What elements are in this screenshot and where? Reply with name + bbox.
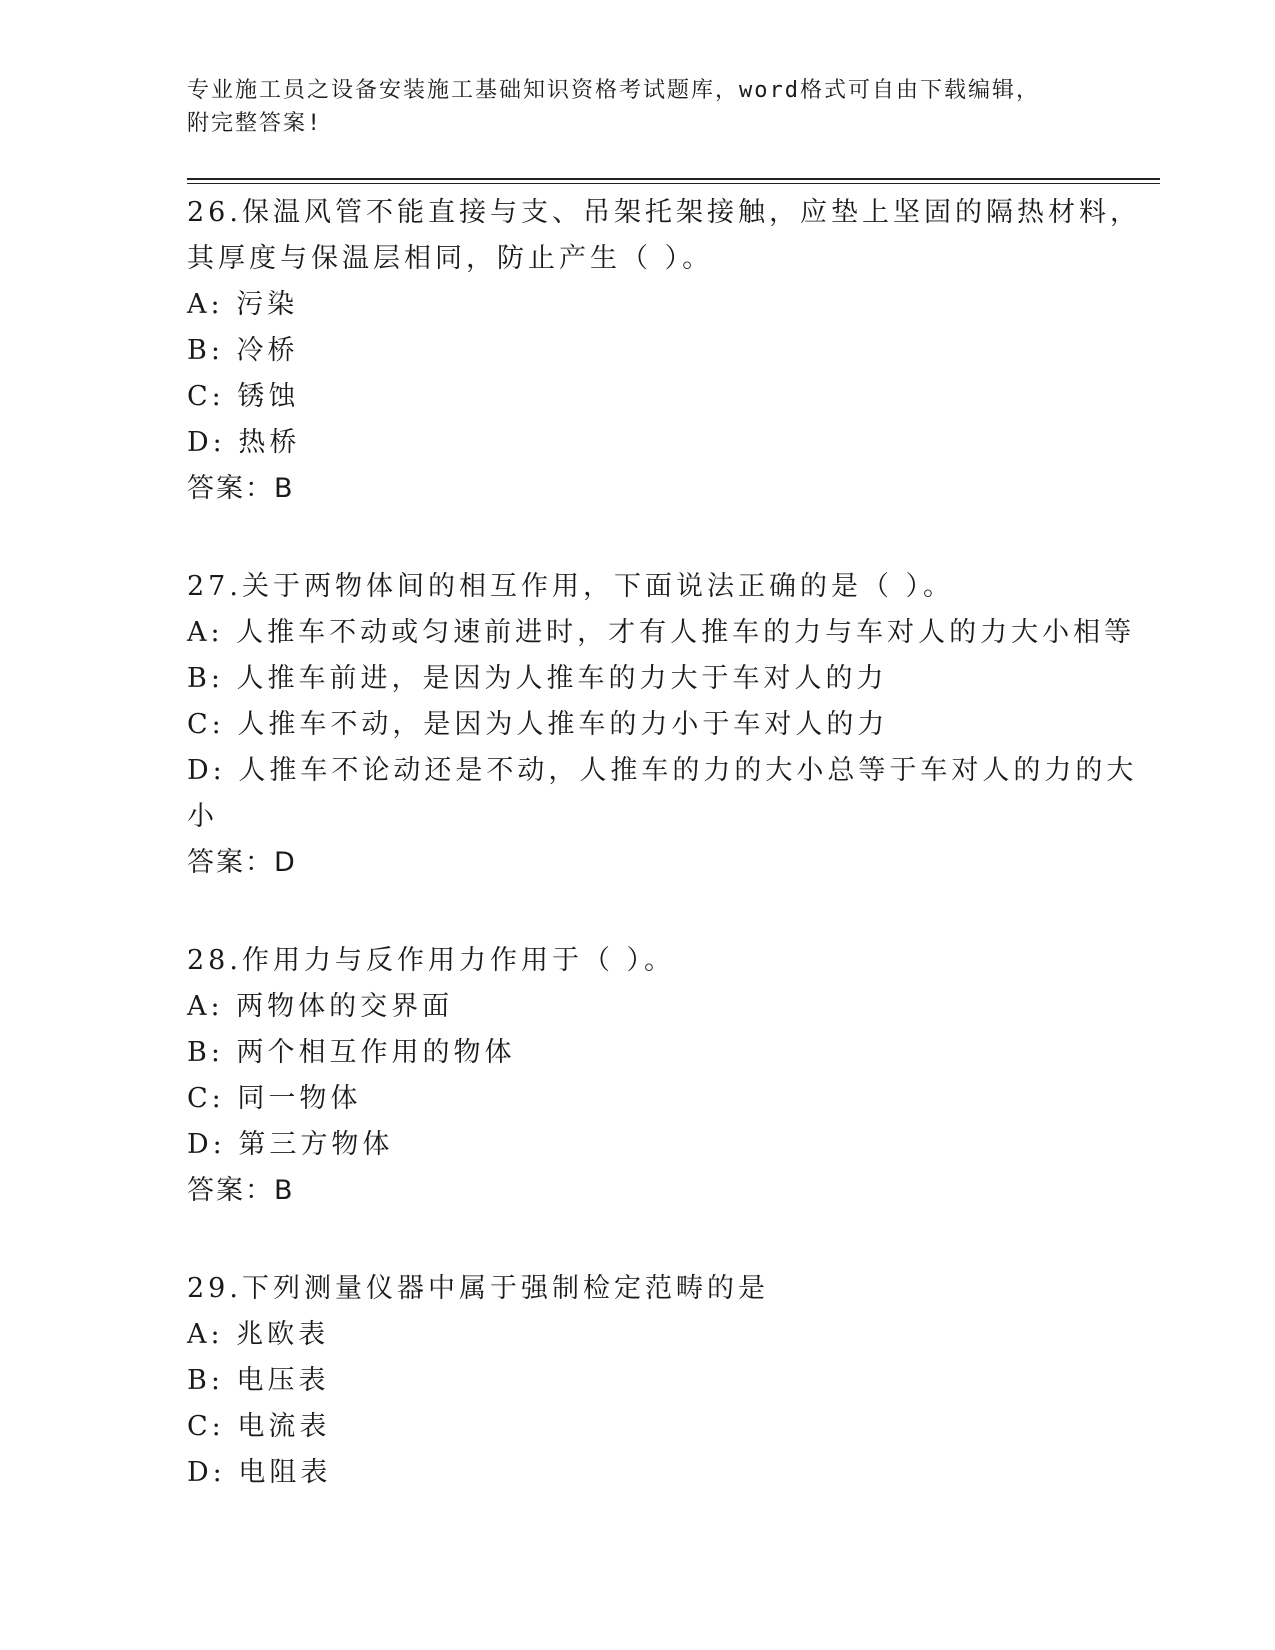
option-c: C: 锈蚀 [187,381,300,412]
option-b: B: 电压表 [187,1365,330,1396]
option-d: D: 第三方物体 [187,1129,394,1160]
question-stem-line: 其厚度与保温层相同，防止产生（ ）。 [187,243,714,274]
question-stem-line: 27.关于两物体间的相互作用，下面说法正确的是（ ）。 [187,571,955,602]
document-header [187,74,1087,140]
option-b: B: 冷桥 [187,335,299,366]
question-stem-line: 29.下列测量仪器中属于强制检定范畴的是 [187,1273,769,1304]
question-27 [187,564,1138,886]
option-a: A: 兆欧表 [187,1319,330,1350]
header-rule-thin [187,183,1160,184]
question-26 [187,190,1141,512]
option-c: C: 电流表 [187,1411,331,1442]
header-line-1: 专业施工员之设备安装施工基础知识资格考试题库，word格式可自由下载编辑， [187,78,1040,103]
option-d: D: 人推车不论动还是不动，人推车的力的大小总等于车对人的力的大 [187,755,1138,786]
answer-label: 答案：B [187,1175,295,1206]
answer-label: 答案：B [187,473,295,504]
option-a: A: 污染 [187,289,299,320]
option-b: B: 两个相互作用的物体 [187,1037,516,1068]
option-d: D: 电阻表 [187,1457,332,1488]
option-a: A: 两物体的交界面 [187,991,454,1022]
header-rule-thick [187,178,1160,180]
question-stem-line: 26.保温风管不能直接与支、吊架托架接触，应垫上坚固的隔热材料， [187,197,1141,228]
option-a: A: 人推车不动或匀速前进时，才有人推车的力与车对人的力大小相等 [187,617,1136,648]
option-d-continuation: 小 [187,801,218,832]
answer-label: 答案：D [187,847,297,878]
option-b: B: 人推车前进，是因为人推车的力大于车对人的力 [187,663,888,694]
question-list [187,190,1141,1548]
header-line-2: 附完整答案! [187,111,323,136]
question-29 [187,1266,1087,1496]
option-d: D: 热桥 [187,427,301,458]
question-28 [187,938,1087,1214]
option-c: C: 人推车不动，是因为人推车的力小于车对人的力 [187,709,889,740]
option-c: C: 同一物体 [187,1083,362,1114]
question-stem-line: 28.作用力与反作用力作用于（ ）。 [187,945,676,976]
